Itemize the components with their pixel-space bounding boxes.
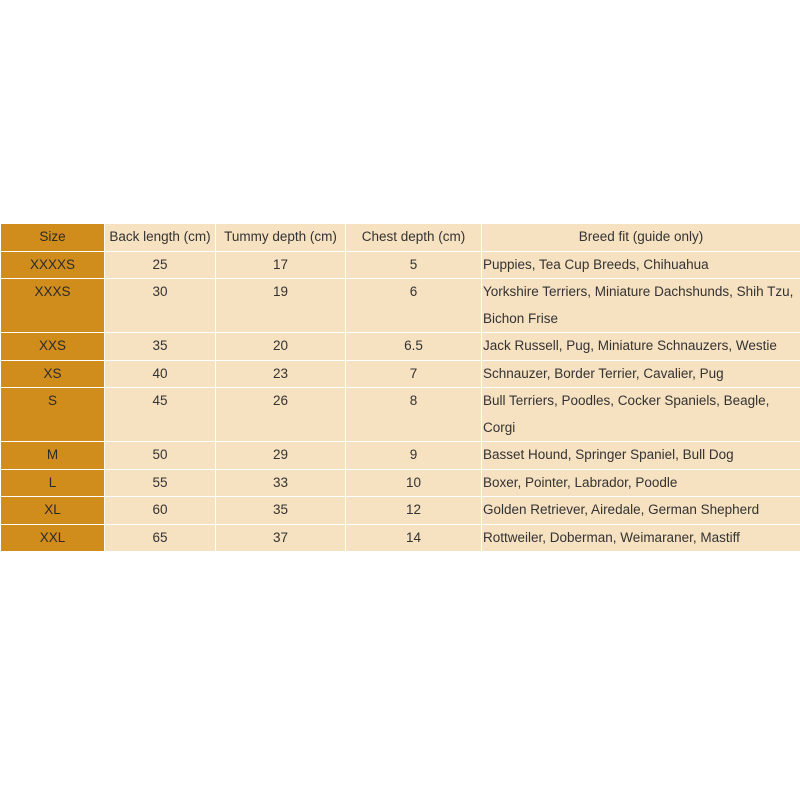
header-breed-fit: Breed fit (guide only)	[482, 224, 800, 252]
back-length-cell: 55	[105, 469, 216, 497]
chest-depth-cell: 6.5	[346, 333, 482, 361]
table-row	[1, 524, 800, 552]
table-row	[1, 497, 800, 525]
chest-depth-cell: 14	[346, 524, 482, 552]
back-length-cell: 25	[105, 251, 216, 279]
size-cell: XL	[1, 497, 105, 525]
size-cell: S	[1, 388, 105, 442]
table-row	[1, 360, 800, 388]
breed-fit-cell: Rottweiler, Doberman, Weimaraner, Mastiff	[482, 524, 800, 552]
size-cell: L	[1, 469, 105, 497]
back-length-cell: 65	[105, 524, 216, 552]
back-length-cell: 40	[105, 360, 216, 388]
table-row	[1, 469, 800, 497]
breed-fit-cell: Bull Terriers, Poodles, Cocker Spaniels, Beagle, Corgi	[482, 388, 800, 442]
breed-fit-cell: Golden Retriever, Airedale, German Shepherd	[482, 497, 800, 525]
chest-depth-cell: 12	[346, 497, 482, 525]
breed-fit-cell: Puppies, Tea Cup Breeds, Chihuahua	[482, 251, 800, 279]
back-length-cell: 35	[105, 333, 216, 361]
back-length-cell: 30	[105, 279, 216, 333]
tummy-depth-cell: 17	[216, 251, 346, 279]
chest-depth-cell: 6	[346, 279, 482, 333]
header-row	[1, 224, 800, 252]
back-length-cell: 60	[105, 497, 216, 525]
header-back-length: Back length (cm)	[105, 224, 216, 252]
table-row	[1, 442, 800, 470]
size-cell: M	[1, 442, 105, 470]
tummy-depth-cell: 35	[216, 497, 346, 525]
header-chest-depth: Chest depth (cm)	[346, 224, 482, 252]
breed-fit-cell: Basset Hound, Springer Spaniel, Bull Dog	[482, 442, 800, 470]
chest-depth-cell: 9	[346, 442, 482, 470]
table-row	[1, 251, 800, 279]
size-chart-table	[0, 223, 800, 552]
chest-depth-cell: 8	[346, 388, 482, 442]
table-row	[1, 279, 800, 333]
size-cell: XXXS	[1, 279, 105, 333]
breed-fit-cell: Yorkshire Terriers, Miniature Dachshunds, Shih Tzu, Bichon Frise	[482, 279, 800, 333]
size-cell: XXS	[1, 333, 105, 361]
size-cell: XS	[1, 360, 105, 388]
back-length-cell: 45	[105, 388, 216, 442]
chest-depth-cell: 5	[346, 251, 482, 279]
tummy-depth-cell: 29	[216, 442, 346, 470]
tummy-depth-cell: 26	[216, 388, 346, 442]
breed-fit-cell: Jack Russell, Pug, Miniature Schnauzers, Westie	[482, 333, 800, 361]
size-cell: XXXXS	[1, 251, 105, 279]
size-cell: XXL	[1, 524, 105, 552]
tummy-depth-cell: 20	[216, 333, 346, 361]
back-length-cell: 50	[105, 442, 216, 470]
header-size: Size	[1, 224, 105, 252]
tummy-depth-cell: 33	[216, 469, 346, 497]
breed-fit-cell: Boxer, Pointer, Labrador, Poodle	[482, 469, 800, 497]
table-row	[1, 333, 800, 361]
table-row	[1, 388, 800, 442]
breed-fit-cell: Schnauzer, Border Terrier, Cavalier, Pug	[482, 360, 800, 388]
tummy-depth-cell: 23	[216, 360, 346, 388]
tummy-depth-cell: 37	[216, 524, 346, 552]
chest-depth-cell: 7	[346, 360, 482, 388]
header-tummy-depth: Tummy depth (cm)	[216, 224, 346, 252]
tummy-depth-cell: 19	[216, 279, 346, 333]
chest-depth-cell: 10	[346, 469, 482, 497]
